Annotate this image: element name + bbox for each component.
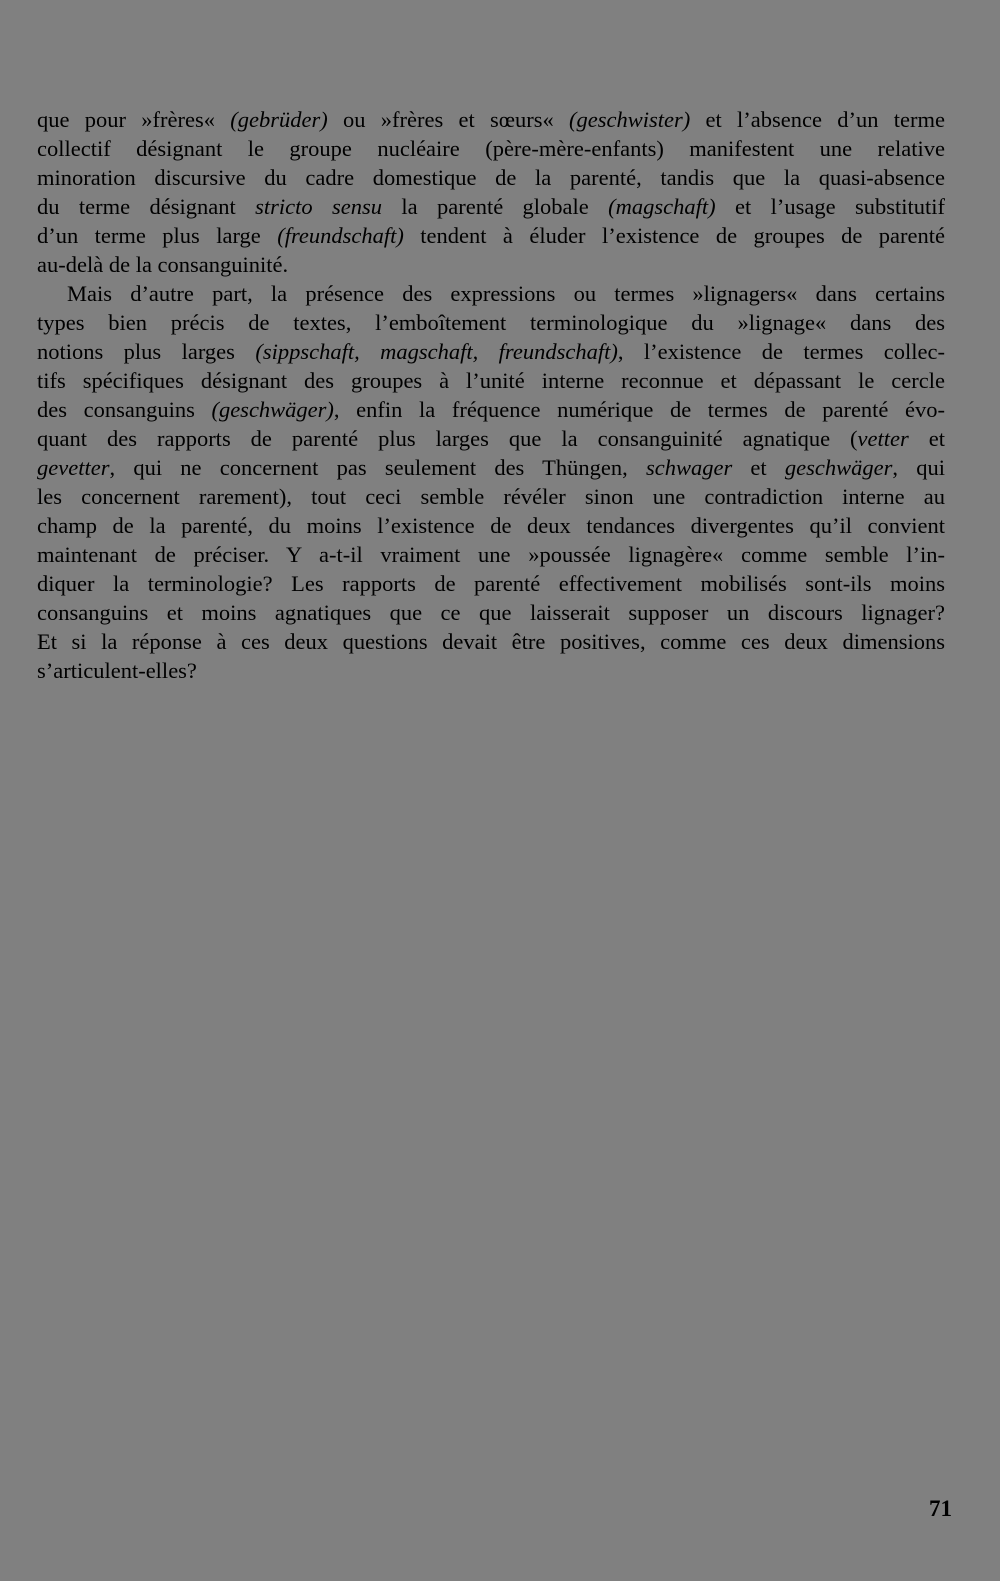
page-number: 71 (929, 1496, 952, 1521)
italic-term: (gebrüder) (230, 107, 328, 132)
text-line (37, 337, 945, 366)
text-line (37, 192, 945, 221)
text-line (37, 627, 945, 656)
text-run: tendent à éluder l’existence de groupes de parenté (403, 223, 946, 248)
italic-term: stricto sensu (255, 194, 382, 219)
text-run: du terme désignant (37, 194, 256, 219)
italic-term: geschwäger (784, 455, 893, 480)
text-line (37, 482, 945, 511)
text-line (37, 163, 945, 192)
italic-term: (magschaft) (608, 194, 716, 219)
text-line (37, 453, 945, 482)
text-run: la parenté globale (381, 194, 609, 219)
text-line (37, 279, 945, 308)
text-run: minoration discursive du cadre domestique de la parenté, tandis que la quasi-absence (37, 165, 945, 190)
text-line (37, 424, 945, 453)
text-line (37, 308, 945, 337)
italic-term: schwager (645, 455, 733, 480)
text-run: et (732, 455, 785, 480)
text-run: , qui (892, 455, 945, 480)
text-run: Mais d’autre part, la présence des expressions ou termes »lignagers« dans certains (67, 281, 945, 306)
text-line (37, 511, 945, 540)
text-run: d’un terme plus large (37, 223, 278, 248)
italic-term: (freundschaft) (277, 223, 404, 248)
text-run: consanguins et moins agnatiques que ce que laisserait supposer un discours lignager? (37, 600, 945, 625)
text-run: ou »frères et sœurs« (327, 107, 570, 132)
text-line (37, 569, 945, 598)
text-run: s’articulent-elles? (37, 658, 197, 683)
text-run: Et si la réponse à ces deux questions devait être positives, comme ces deux dimensions (37, 629, 945, 654)
text-run: maintenant de préciser. Y a-t-il vraiment une »poussée lignagère« comme semble l’in- (37, 542, 945, 567)
text-line (37, 395, 945, 424)
italic-term: vetter (857, 426, 909, 451)
text-run: , qui ne concernent pas seulement des Thüngen, (109, 455, 646, 480)
text-run: au-delà de la consanguinité. (37, 252, 289, 277)
text-run: , enfin la fréquence numérique de termes de parenté évo- (333, 397, 946, 422)
text-run: champ de la parenté, du moins l’existence de deux tendances divergentes qu’il convient (37, 513, 945, 538)
paragraph-1 (37, 105, 945, 279)
text-run: et l’usage substitutif (715, 194, 946, 219)
text-line (37, 250, 945, 279)
text-run: , l’existence de termes collec- (617, 339, 945, 364)
text-line (37, 656, 945, 685)
text-run: notions plus larges (37, 339, 256, 364)
italic-term: (sippschaft, magschaft, freundschaft) (255, 339, 618, 364)
text-run: tifs spécifiques désignant des groupes à l’unité interne reconnue et dépassant le cercle (37, 368, 945, 393)
text-line (37, 134, 945, 163)
italic-term: (geschwister) (569, 107, 691, 132)
text-line (37, 105, 945, 134)
text-run: les concernent rarement), tout ceci semble révéler sinon une contradiction interne au (37, 484, 945, 509)
text-run: que pour »frères« (37, 107, 231, 132)
text-line (37, 598, 945, 627)
italic-term: (geschwäger) (211, 397, 334, 422)
text-run: et (908, 426, 945, 451)
text-line (37, 540, 945, 569)
text-run: quant des rapports de parenté plus larges que la consanguinité agnatique ( (37, 426, 858, 451)
body-text (37, 105, 945, 685)
text-run: et l’absence d’un terme (690, 107, 945, 132)
text-run: diquer la terminologie? Les rapports de parenté effectivement mobilisés sont-ils moins (37, 571, 945, 596)
paragraph-2 (37, 279, 945, 685)
text-run: collectif désignant le groupe nucléaire (père-mère-enfants) manifestent une relative (37, 136, 945, 161)
italic-term: gevetter (37, 455, 110, 480)
text-line (37, 366, 945, 395)
text-line (37, 221, 945, 250)
text-run: des consanguins (37, 397, 212, 422)
text-run: types bien précis de textes, l’emboîtement terminologique du »lignage« dans des (37, 310, 945, 335)
